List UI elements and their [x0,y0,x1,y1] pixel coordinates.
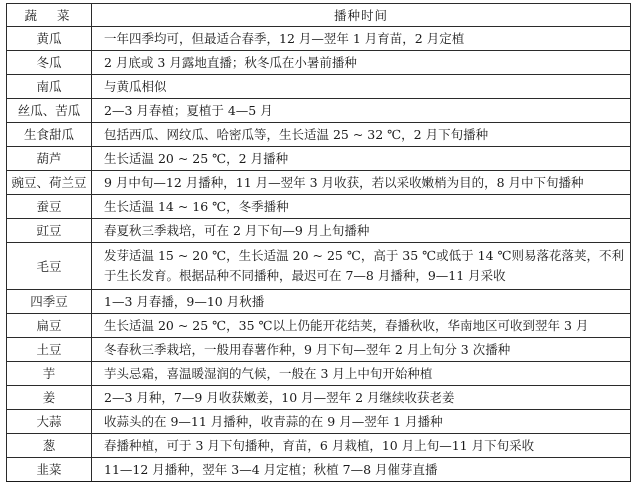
header-vegetable: 蔬 菜 [7,4,92,27]
table-row [7,314,631,338]
table-header [7,4,631,27]
table-row [7,99,631,123]
sowing-time-cell: 2—3 月种，7—9 月收获嫩姜，10 月—翌年 2 月继续收获老姜 [92,386,631,410]
vegetable-cell: 土豆 [7,338,92,362]
sowing-time-cell: 春播种植，可于 3 月下旬播种，育苗，6 月栽植，10 月上旬—11 月下旬采收 [92,434,631,458]
sowing-time-cell: 芋头忌霜，喜温暖湿润的气候，一般在 3 月上中旬开始种植 [92,362,631,386]
header-sowing-time: 播种时间 [92,4,631,27]
table-row [7,27,631,51]
table-row [7,243,631,290]
table-row [7,219,631,243]
sowing-time-cell: 11—12 月播种，翌年 3—4 月定植；秋植 7—8 月催芽直播 [92,458,631,482]
vegetable-cell: 毛豆 [7,243,92,290]
table-row [7,410,631,434]
sowing-time-cell: 2 月底或 3 月露地直播；秋冬瓜在小暑前播种 [92,51,631,75]
sowing-time-cell: 生长适温 14 ~ 16 ℃，冬季播种 [92,195,631,219]
vegetable-cell: 扁豆 [7,314,92,338]
vegetable-cell: 韭菜 [7,458,92,482]
header-row [7,4,631,27]
table-row [7,362,631,386]
vegetable-cell: 芋 [7,362,92,386]
vegetable-cell: 豌豆、荷兰豆 [7,171,92,195]
sowing-time-cell: 2—3 月春植；夏植于 4—5 月 [92,99,631,123]
table-row [7,147,631,171]
vegetable-cell: 黄瓜 [7,27,92,51]
table-row [7,338,631,362]
vegetable-cell: 生食甜瓜 [7,123,92,147]
sowing-time-cell: 冬春秋三季栽培，一般用春薯作种，9 月下旬—翌年 2 月上旬分 3 次播种 [92,338,631,362]
table-row [7,75,631,99]
vegetable-cell: 葫芦 [7,147,92,171]
vegetable-cell: 葱 [7,434,92,458]
sowing-time-cell: 与黄瓜相似 [92,75,631,99]
sowing-time-cell: 生长适温 20 ~ 25 ℃，35 ℃以上仍能开花结荚，春播秋收，华南地区可收到翌年 3 月 [92,314,631,338]
sowing-time-cell: 春夏秋三季栽培，可在 2 月下旬—9 月上旬播种 [92,219,631,243]
table-body [7,27,631,482]
sowing-time-table [6,3,631,482]
vegetable-cell: 冬瓜 [7,51,92,75]
sowing-time-cell: 1—3 月春播，9—10 月秋播 [92,290,631,314]
sowing-time-cell: 生长适温 20 ~ 25 ℃，2 月播种 [92,147,631,171]
vegetable-cell: 南瓜 [7,75,92,99]
table-row [7,51,631,75]
table-row [7,171,631,195]
table-row [7,290,631,314]
table-row [7,123,631,147]
sowing-time-cell: 收蒜头的在 9—11 月播种，收青蒜的在 9 月—翌年 1 月播种 [92,410,631,434]
vegetable-cell: 大蒜 [7,410,92,434]
sowing-time-cell: 一年四季均可，但最适合春季，12 月—翌年 1 月育苗，2 月定植 [92,27,631,51]
sowing-time-cell: 9 月中旬—12 月播种，11 月—翌年 3 月收获，若以采收嫩梢为目的，8 月中下旬播种 [92,171,631,195]
vegetable-cell: 四季豆 [7,290,92,314]
vegetable-cell: 豇豆 [7,219,92,243]
vegetable-cell: 蚕豆 [7,195,92,219]
table-row [7,458,631,482]
vegetable-cell: 姜 [7,386,92,410]
sowing-time-cell: 包括西瓜、网纹瓜、哈密瓜等，生长适温 25 ~ 32 ℃，2 月下旬播种 [92,123,631,147]
table-row [7,386,631,410]
table-row [7,434,631,458]
table-row [7,195,631,219]
sowing-time-cell: 发芽适温 15 ~ 20 ℃，生长适温 20 ~ 25 ℃，高于 35 ℃或低于 14 ℃则易落花落荚，不利于生长发育。根据品种不同播种，最迟可在 7—8 月播种，9—11 月采收 [92,243,631,290]
vegetable-cell: 丝瓜、苦瓜 [7,99,92,123]
